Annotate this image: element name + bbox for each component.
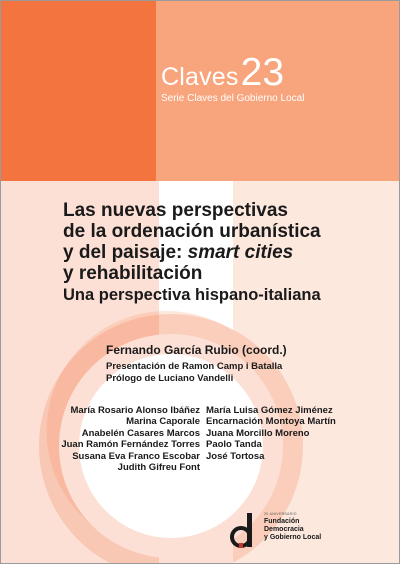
series-name: Claves (161, 63, 239, 91)
title-line-4: y rehabilitación (63, 263, 203, 284)
credit-presentation: Presentación de Ramon Camp i Batalla (106, 361, 283, 372)
author-name: María Rosario Alonso Ibáñez (70, 405, 200, 416)
series-number: 23 (240, 51, 285, 94)
author-name: Marina Caporale (126, 416, 200, 428)
author-name: Paolo Tanda (206, 439, 262, 451)
book-editor: Fernando García Rubio (coord.) (106, 343, 287, 357)
author-column-left (61, 405, 200, 473)
book-subtitle: Una perspectiva hispano-italiana (63, 286, 321, 304)
publisher-logo (230, 512, 360, 552)
author-column-right (206, 405, 336, 462)
author-name: José Tortosa (206, 450, 265, 462)
series-header (161, 53, 304, 104)
publisher-line: Fundación (264, 518, 300, 525)
publisher-name (264, 518, 321, 542)
title-line-3 (63, 242, 363, 263)
author-name: María Luisa Gómez Jiménez (206, 405, 333, 416)
book-title (63, 200, 363, 305)
title-line-3-text: y del paisaje: (63, 242, 188, 263)
book-credits (106, 361, 282, 385)
author-name: Juan Ramón Fernández Torres (61, 439, 200, 451)
publisher-line: y Gobierno Local (264, 534, 322, 541)
author-name: Susana Eva Franco Escobar (72, 450, 200, 462)
author-name: Encarnación Montoya Martín (206, 416, 336, 428)
title-italic-smart-cities: smart cities (187, 242, 294, 263)
series-subtitle: Serie Claves del Gobierno Local (161, 93, 305, 104)
publisher-anniversary: 20 ANIVERSARIO (264, 512, 297, 516)
title-line-2: de la ordenación urbanística (63, 221, 321, 242)
author-name: Judith Gifreu Font (117, 462, 200, 474)
d-logo-icon (230, 512, 258, 548)
author-name: Anabelén Casares Marcos (81, 427, 200, 439)
credit-prologue: Prólogo de Luciano Vandelli (106, 373, 234, 384)
author-name: Juana Morcillo Moreno (206, 427, 310, 439)
title-line-1: Las nuevas perspectivas (63, 200, 288, 221)
publisher-line: Democracia (264, 526, 304, 533)
